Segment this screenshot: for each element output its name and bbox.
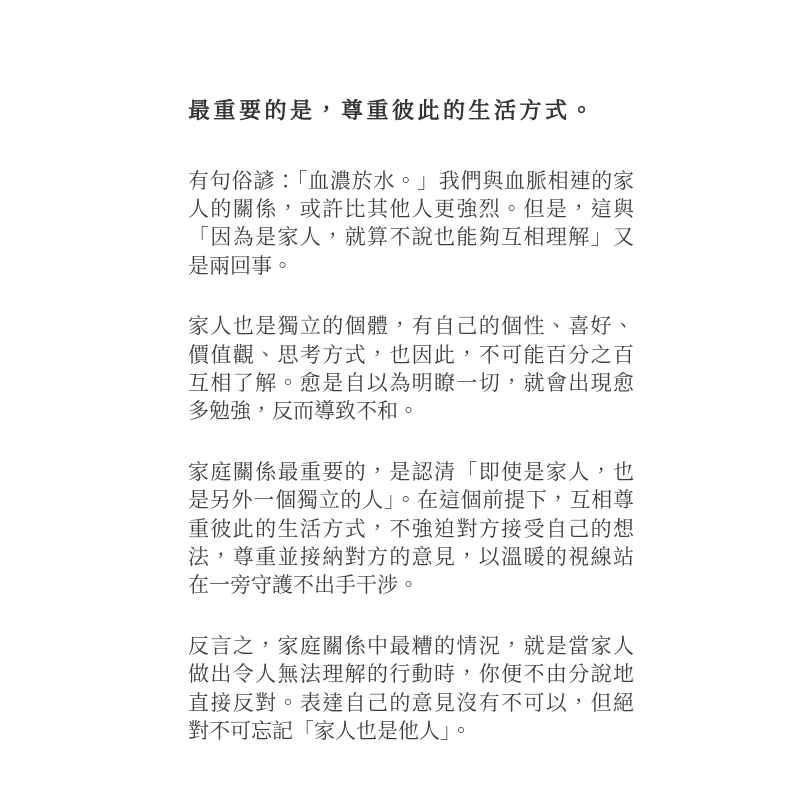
text-line: 人的關係，或許比其他人更強烈。但是，這與	[188, 196, 634, 221]
text-line: 互相了解。愈是自以為明瞭一切，就會出現愈	[188, 370, 634, 395]
text-line: 有句俗諺：「血濃於水。」我們與血脈相連的家	[188, 168, 634, 193]
text-line: 直接反對。表達自己的意見沒有不可以，但絕	[188, 690, 634, 715]
text-line: 是兩回事。	[188, 253, 293, 278]
paragraph	[188, 632, 634, 746]
paragraph	[188, 312, 634, 426]
text-line: 價值觀、思考方式，也因此，不可能百分之百	[188, 342, 634, 367]
page-content	[188, 97, 634, 745]
text-line: 家庭關係最重要的，是認清「即使是家人，也	[188, 459, 634, 484]
text-line: 在一旁守護不出手干涉。	[188, 573, 419, 598]
paragraph	[188, 458, 634, 600]
chapter-heading: 最重要的是，尊重彼此的生活方式。	[188, 98, 597, 123]
text-line: 「因為是家人，就算不說也能夠互相理解」又	[188, 225, 634, 250]
text-line: 做出令人無法理解的行動時，你便不由分說地	[188, 662, 634, 687]
text-line: 家人也是獨立的個體，有自己的個性、喜好、	[188, 314, 634, 339]
text-line: 反言之，家庭關係中最糟的情況，就是當家人	[188, 633, 634, 658]
paragraph	[188, 167, 634, 281]
text-line: 對不可忘記「家人也是他人」。	[188, 719, 472, 743]
text-line: 法，尊重並接納對方的意見，以溫暖的視線站	[188, 544, 634, 569]
text-line: 多勉強，反而導致不和。	[188, 399, 419, 424]
text-line: 是另外一個獨立的人」。在這個前提下，互相尊	[188, 488, 634, 513]
text-line: 重彼此的生活方式，不強迫對方接受自己的想	[188, 516, 634, 541]
